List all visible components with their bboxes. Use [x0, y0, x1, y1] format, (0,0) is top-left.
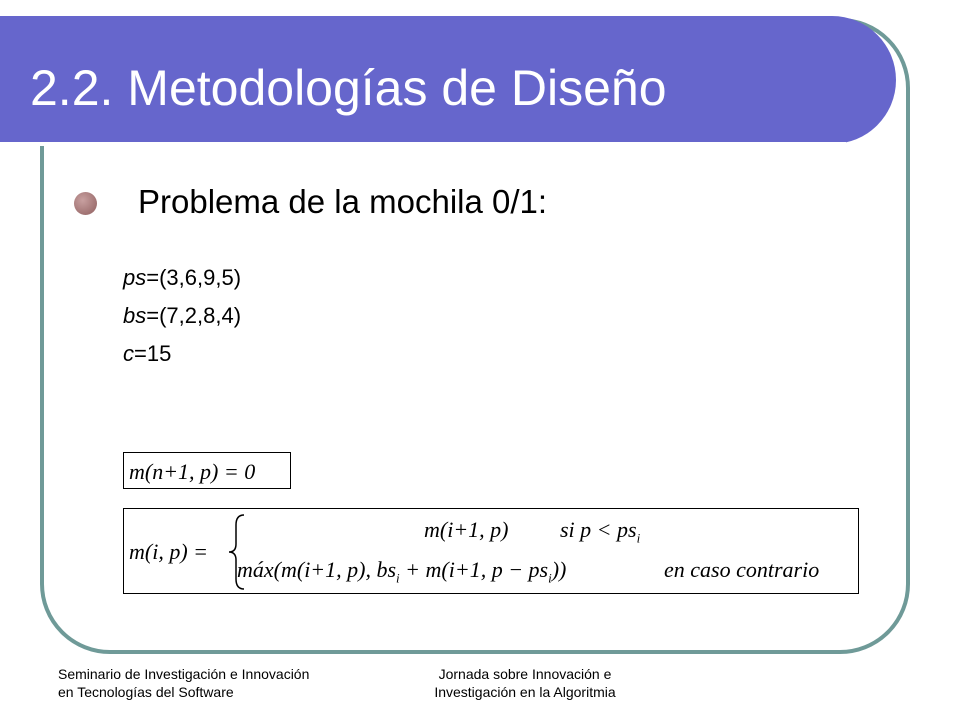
formula-case1-sub: i: [636, 530, 641, 546]
title-bar: [0, 16, 896, 144]
formula-lhs: m(i, p) =: [129, 539, 208, 564]
footer-left: [58, 665, 309, 701]
param-ps-var: ps: [123, 265, 147, 290]
param-bs-value: =(7,2,8,4): [146, 303, 242, 328]
formula-case1-condition-text: si p < ps: [560, 517, 637, 542]
formula-case1-condition: [560, 517, 640, 546]
formula-case2-sub2: i: [548, 570, 552, 586]
bullet-text: Problema de la mochila 0/1:: [138, 183, 548, 220]
formula-case2-part-c: )): [551, 557, 567, 582]
param-ps-value: =(3,6,9,5): [146, 265, 242, 290]
bullet-icon: [74, 192, 97, 215]
param-c: [123, 340, 171, 368]
formula-case2-sub1: i: [396, 570, 400, 586]
footer-right: [420, 665, 630, 701]
param-c-value: =15: [134, 341, 172, 366]
param-c-var: c: [123, 341, 134, 366]
param-bs-var: bs: [123, 303, 147, 328]
formula-case2-part-b: + m(i+1, p − ps: [399, 557, 549, 582]
footer-right-line2: Investigación en la Algoritmia: [434, 684, 616, 700]
footer-left-line1: Seminario de Investigación e Innovación: [58, 666, 310, 682]
param-bs: [123, 302, 241, 330]
formula-base-text: m(n+1, p) = 0: [129, 459, 256, 484]
formula-base-case: [123, 452, 291, 489]
formula-recurrence: [123, 508, 859, 594]
slide-title: 2.2. Metodologías de Diseño: [30, 60, 667, 116]
footer-right-line1: Jornada sobre Innovación e: [438, 666, 612, 682]
param-ps: [123, 264, 241, 292]
footer-left-line2: en Tecnologías del Software: [58, 684, 234, 700]
title-underline: [0, 142, 846, 146]
formula-case2-part-a: máx(m(i+1, p), bs: [237, 557, 397, 582]
formula-case2-value: [237, 557, 566, 586]
formula-case1-value: m(i+1, p): [424, 517, 509, 542]
formula-case2-condition: en caso contrario: [664, 557, 820, 582]
